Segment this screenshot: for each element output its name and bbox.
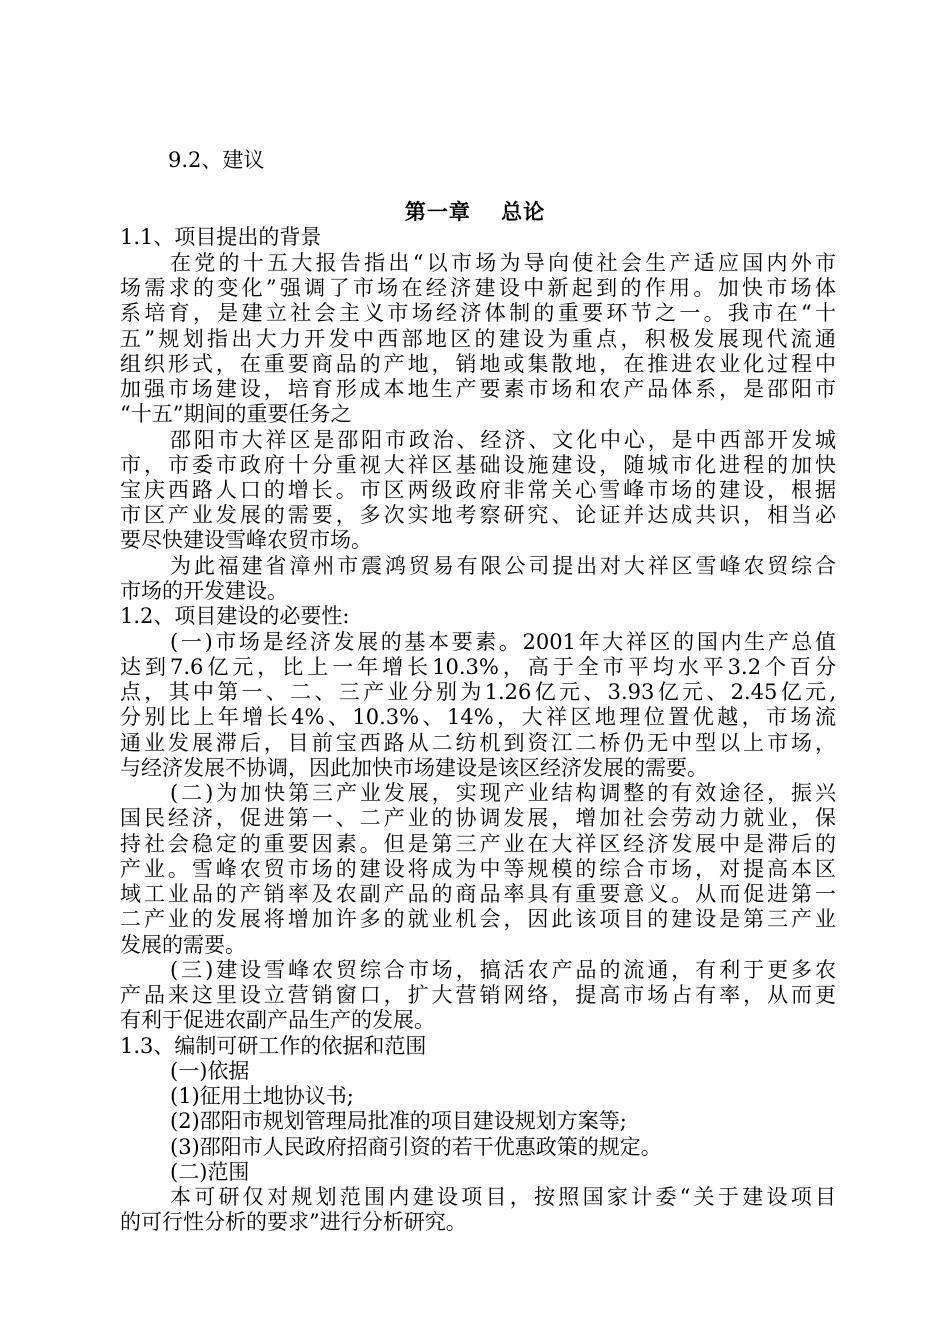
paragraph-line: 二产业的发展将增加许多的就业机会，因此该项目的建设是第三产业 <box>120 907 836 931</box>
scope-heading: (二)范围 <box>170 1160 250 1184</box>
paragraph-line: 在党的十五大报告指出“以市场为导向使社会生产适应国内外市 <box>170 251 836 275</box>
paragraph-line: 加强市场建设，培育形成本地生产要素市场和农产品体系，是邵阳市 <box>120 377 836 401</box>
paragraph-line: 域工业品的产销率及农副产品的商品率具有重要意义。从而促进第一 <box>120 882 836 906</box>
section-heading-1-1: 1.1、项目提出的背景 <box>120 225 322 249</box>
basis-item: (1)征用土地协议书; <box>170 1084 354 1108</box>
toc-entry: 9.2、建议 <box>168 148 265 172</box>
paragraph-line: 有利于促进农副产品生产的发展。 <box>120 1008 435 1032</box>
paragraph-line: 邵阳市大祥区是邵阳市政治、经济、文化中心，是中西部开发城 <box>170 428 836 452</box>
paragraph-line: 五”规划指出大力开发中西部地区的建设为重点，积极发展现代流通 <box>120 327 836 351</box>
paragraph-line: 为此福建省漳州市震鸿贸易有限公司提出对大祥区雪峰农贸综合 <box>170 554 836 578</box>
paragraph-line: 场需求的变化”强调了市场在经济建设中新起到的作用。加快市场体 <box>120 276 836 300</box>
paragraph-line: 国民经济，促进第一、二产业的协调发展，增加社会劳动力就业，保 <box>120 806 836 830</box>
paragraph-line: 本可研仅对规划范围内建设项目，按照国家计委“关于建设项目 <box>170 1185 836 1209</box>
paragraph-line: 的可行性分析的要求”进行分析研究。 <box>120 1210 467 1234</box>
paragraph-line: 产品来这里设立营销窗口，扩大营销网络，提高市场占有率，从而更 <box>120 983 836 1007</box>
section-heading-1-3: 1.3、编制可研工作的依据和范围 <box>120 1034 427 1058</box>
paragraph-line: 市区产业发展的需要，多次实地考察研究、论证并达成共识，相当必 <box>120 503 836 527</box>
paragraph-line: (三)建设雪峰农贸综合市场，搞活农产品的流通，有利于更多农 <box>170 958 836 982</box>
section-heading-1-2: 1.2、项目建设的必要性: <box>120 604 350 628</box>
paragraph-line: 市场的开发建设。 <box>120 579 288 603</box>
paragraph-line: 通业发展滞后，目前宝西路从二纺机到资江二桥仍无中型以上市场， <box>120 731 836 755</box>
paragraph-line: 产业。雪峰农贸市场的建设将成为中等规模的综合市场，对提高本区 <box>120 857 836 881</box>
paragraph-line: (二)为加快第三产业发展，实现产业结构调整的有效途径，振兴 <box>170 781 836 805</box>
paragraph-line: 分别比上年增长4%、10.3%、14%，大祥区地理位置优越，市场流 <box>120 705 836 729</box>
paragraph-line: 持社会稳定的重要因素。但是第三产业在大祥区经济发展中是滞后的 <box>120 832 836 856</box>
paragraph-line: “十五”期间的重要任务之 <box>120 402 352 426</box>
paragraph-line: 市，市委市政府十分重视大祥区基础设施建设，随城市化进程的加快 <box>120 453 836 477</box>
paragraph-line: 达到7.6亿元，比上一年增长10.3%，高于全市平均水平3.2个百分 <box>120 655 836 679</box>
paragraph-line: 点，其中第一、二、三产业分别为1.26亿元、3.93亿元、2.45亿元, <box>120 680 836 704</box>
paragraph-line: 宝庆西路人口的增长。市区两级政府非常关心雪峰市场的建设，根据 <box>120 478 836 502</box>
paragraph-line: 发展的需要。 <box>120 933 246 957</box>
paragraph-line: (一)市场是经济发展的基本要素。2001年大祥区的国内生产总值 <box>170 630 836 654</box>
chapter-title: 第一章 总论 <box>404 200 546 224</box>
basis-item: (2)邵阳市规划管理局批准的项目建设规划方案等; <box>170 1109 627 1133</box>
paragraph-line: 组织形式，在重要商品的产地，销地或集散地，在推进农业化过程中 <box>120 352 836 376</box>
basis-heading: (一)依据 <box>170 1059 250 1083</box>
paragraph-line: 系培育，是建立社会主义市场经济体制的重要环节之一。我市在“十 <box>120 301 836 325</box>
paragraph-line: 要尽快建设雪峰农贸市场。 <box>120 528 372 552</box>
basis-item: (3)邵阳市人民政府招商引资的若干优惠政策的规定。 <box>170 1135 662 1159</box>
paragraph-line: 与经济发展不协调，因此加快市场建设是该区经济发展的需要。 <box>120 756 708 780</box>
